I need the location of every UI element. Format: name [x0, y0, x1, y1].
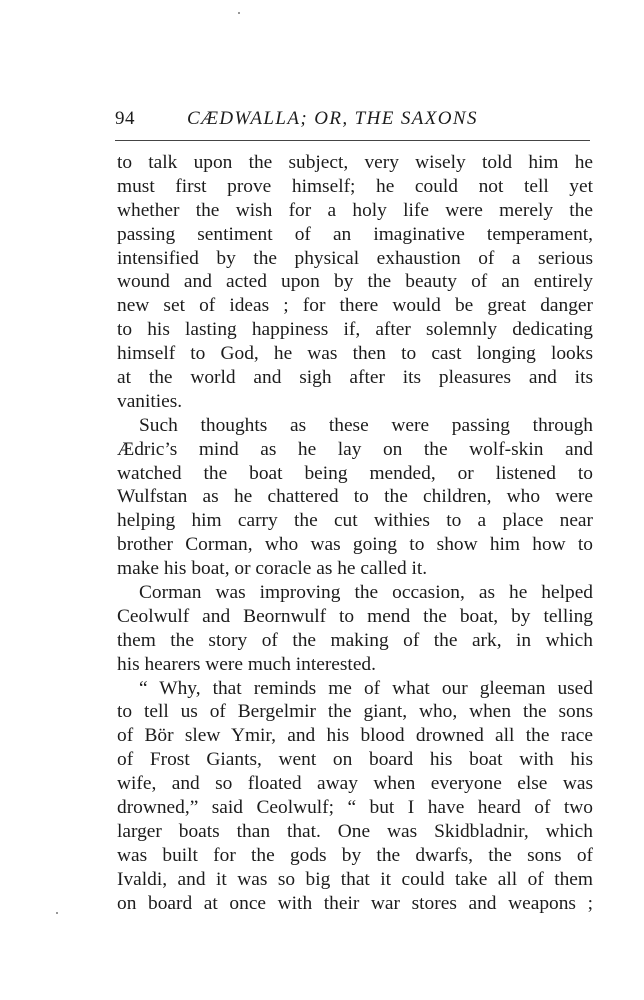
text-line: drowned,” said Ceolwulf; “ but I have heard of two	[117, 797, 593, 819]
text-line: Such thoughts as these were passing through	[139, 414, 593, 436]
paragraph-1	[117, 151, 593, 414]
text-line: brother Corman, who was going to show him how to	[117, 534, 593, 556]
page-header	[115, 108, 593, 136]
text-line: at the world and sigh after its pleasures and its	[117, 367, 593, 389]
text-line: of Frost Giants, went on board his boat with his	[117, 749, 593, 771]
text-line: Ivaldi, and it was so big that it could take all of them	[117, 868, 593, 890]
text-line: intensified by the physical exhaustion of a serious	[117, 247, 593, 269]
text-line: them the story of the making of the ark, in which	[117, 629, 593, 651]
text-line: Ædric’s mind as he lay on the wolf-skin and	[117, 438, 593, 460]
text-line: helping him carry the cut withies to a place near	[117, 510, 593, 532]
text-line: vanities.	[117, 390, 183, 412]
page-number: 94	[115, 108, 135, 129]
text-line: whether the wish for a holy life were merely the	[117, 199, 593, 221]
paragraph-2	[117, 414, 593, 581]
paper-speck	[238, 12, 240, 14]
paper-speck	[56, 912, 58, 914]
text-line: “ Why, that reminds me of what our gleeman used	[139, 677, 593, 699]
text-line: wife, and so floated away when everyone else was	[117, 773, 593, 795]
running-head: CÆDWALLA; OR, THE SAXONS	[187, 108, 478, 129]
text-line: of Bör slew Ymir, and his blood drowned all the race	[117, 725, 593, 747]
text-line: to his lasting happiness if, after solemnly dedicating	[117, 319, 593, 341]
paragraph-4	[117, 677, 593, 916]
text-line: passing sentiment of an imaginative temperament,	[117, 223, 593, 245]
body-text	[117, 151, 593, 916]
text-line: his hearers were much interested.	[117, 653, 376, 675]
text-line: new set of ideas ; for there would be great danger	[117, 295, 593, 317]
text-line: Ceolwulf and Beornwulf to mend the boat, by telling	[117, 605, 593, 627]
paragraph-3	[117, 581, 593, 677]
header-rule	[115, 140, 590, 141]
text-line: on board at once with their war stores and weapons ;	[117, 892, 593, 914]
text-line: to talk upon the subject, very wisely told him he	[117, 152, 593, 173]
text-line: himself to God, he was then to cast longing looks	[117, 343, 593, 365]
text-line: wound and acted upon by the beauty of an entirely	[117, 271, 593, 293]
text-line: must first prove himself; he could not tell yet	[117, 175, 593, 197]
text-line: larger boats than that. One was Skidbladnir, which	[117, 820, 593, 842]
text-line: was built for the gods by the dwarfs, the sons of	[117, 844, 593, 866]
text-line: to tell us of Bergelmir the giant, who, when the sons	[117, 701, 593, 723]
text-line: Corman was improving the occasion, as he helped	[139, 582, 593, 604]
text-line: make his boat, or coracle as he called it.	[117, 558, 428, 580]
text-line: Wulfstan as he chattered to the children, who were	[117, 486, 593, 508]
text-line: watched the boat being mended, or listened to	[117, 462, 593, 484]
